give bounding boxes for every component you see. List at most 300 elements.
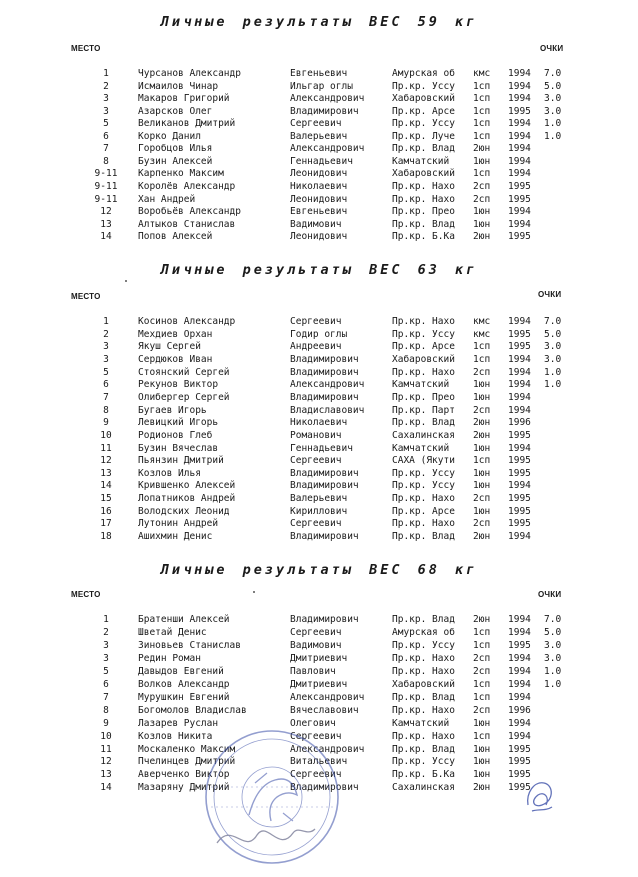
place-cell: 5	[103, 665, 109, 677]
region-cell: Пр.кр. Арсе	[392, 505, 455, 517]
birth-year-cell: 1995	[508, 769, 531, 781]
patronymic-cell: Кириллович	[290, 505, 348, 517]
rank-cell: 1юн	[473, 155, 491, 167]
patronymic-cell: Александрович	[290, 143, 365, 155]
region-cell: Хабаровский	[392, 93, 455, 105]
name-cell: Горобцов Илья	[138, 143, 213, 155]
place-cell: 6	[103, 678, 109, 690]
patronymic-cell: Сергеевич	[290, 118, 342, 130]
place-cell: 10	[100, 429, 112, 441]
patronymic-cell: Сергеевич	[290, 626, 342, 638]
name-cell: Якуш Сергей	[138, 341, 201, 353]
patronymic-cell: Ильгар оглы	[290, 80, 353, 92]
table-row	[0, 354, 638, 367]
name-cell: Алтыков Станислав	[138, 218, 236, 230]
name-cell: Сердюков Иван	[138, 353, 213, 365]
table-row	[0, 679, 638, 692]
rank-cell: 1сп	[473, 80, 491, 92]
region-cell: Пр.кр. Нахо	[392, 193, 455, 205]
name-cell: Козлов Никита	[138, 730, 213, 742]
region-cell: Пр.кр. Б.Ка	[392, 231, 455, 243]
rank-cell: 1сп	[473, 341, 491, 353]
rank-cell: 1юн	[473, 480, 491, 492]
rank-cell: 1сп	[473, 626, 491, 638]
table-row	[0, 231, 638, 244]
place-cell: 16	[100, 505, 112, 517]
place-cell: 11	[100, 743, 112, 755]
column-header-place: МЕСТО	[71, 44, 101, 53]
region-cell: Хабаровский	[392, 678, 455, 690]
birth-year-cell: 1994	[508, 80, 531, 92]
birth-year-cell: 1995	[508, 180, 531, 192]
region-cell: Пр.кр. Нахо	[392, 316, 455, 327]
region-cell: Амурская об	[392, 626, 455, 638]
region-cell: Пр.кр. Нахо	[392, 366, 455, 378]
place-cell: 3	[103, 341, 109, 353]
birth-year-cell: 1994	[508, 691, 531, 703]
points-cell: 1.0	[544, 379, 562, 391]
name-cell: Лазарев Руслан	[138, 717, 219, 729]
rank-cell: 2сп	[473, 704, 491, 716]
birth-year-cell: 1995	[508, 455, 531, 467]
place-cell: 11	[100, 442, 112, 454]
name-cell: Косинов Александр	[138, 316, 236, 327]
place-cell: 10	[100, 730, 112, 742]
name-cell: Олибергер Сергей	[138, 391, 230, 403]
place-cell: 3	[103, 105, 109, 117]
place-cell: 12	[100, 206, 112, 218]
patronymic-cell: Александрович	[290, 691, 365, 703]
patronymic-cell: Владимирович	[290, 366, 359, 378]
rank-cell: 1сп	[473, 93, 491, 105]
patronymic-cell: Романович	[290, 429, 342, 441]
rank-cell: кмс	[473, 316, 491, 327]
region-cell: Пр.кр. Нахо	[392, 665, 455, 677]
birth-year-cell: 1994	[508, 626, 531, 638]
column-header-points: ОЧКИ	[540, 44, 564, 53]
table-row	[0, 430, 638, 443]
rank-cell: 2юн	[473, 614, 491, 625]
patronymic-cell: Витальевич	[290, 756, 348, 768]
patronymic-cell: Владимирович	[290, 782, 359, 794]
rank-cell: 2юн	[473, 417, 491, 429]
birth-year-cell: 1995	[508, 105, 531, 117]
table-row	[0, 143, 638, 156]
name-cell: Аверченко Виктор	[138, 769, 230, 781]
birth-year-cell: 1994	[508, 379, 531, 391]
patronymic-cell: Владимирович	[290, 531, 359, 543]
stray-mark	[125, 280, 127, 282]
birth-year-cell: 1994	[508, 678, 531, 690]
name-cell: Пьянзин Дмитрий	[138, 455, 224, 467]
place-cell: 1	[103, 68, 109, 79]
name-cell: Лутонин Андрей	[138, 518, 219, 530]
points-cell: 1.0	[544, 678, 562, 690]
table-row	[0, 194, 638, 207]
place-cell: 7	[103, 691, 109, 703]
patronymic-cell: Валерьевич	[290, 130, 348, 142]
region-cell: Сахалинская	[392, 429, 455, 441]
birth-year-cell: 1994	[508, 665, 531, 677]
birth-year-cell: 1994	[508, 614, 531, 625]
table-row	[0, 531, 638, 544]
table-row	[0, 106, 638, 119]
table-row	[0, 329, 638, 342]
patronymic-cell: Сергеевич	[290, 316, 342, 327]
region-cell: Хабаровский	[392, 168, 455, 180]
birth-year-cell: 1995	[508, 341, 531, 353]
name-cell: Левицкий Игорь	[138, 417, 219, 429]
birth-year-cell: 1996	[508, 704, 531, 716]
birth-year-cell: 1994	[508, 155, 531, 167]
patronymic-cell: Александрович	[290, 379, 365, 391]
birth-year-cell: 1994	[508, 206, 531, 218]
points-cell: 3.0	[544, 93, 562, 105]
region-cell: Амурская об	[392, 68, 455, 79]
patronymic-cell: Леонидович	[290, 231, 348, 243]
table-row	[0, 68, 638, 81]
rank-cell: 1сп	[473, 353, 491, 365]
region-cell: Пр.кр. Уссу	[392, 328, 455, 340]
region-cell: Пр.кр. Влад	[392, 743, 455, 755]
rank-cell: 2сп	[473, 665, 491, 677]
table-row	[0, 156, 638, 169]
rank-cell: 1юн	[473, 206, 491, 218]
place-cell: 6	[103, 130, 109, 142]
place-cell: 7	[103, 391, 109, 403]
name-cell: Воробьёв Александр	[138, 206, 241, 218]
name-cell: Рекунов Виктор	[138, 379, 219, 391]
birth-year-cell: 1995	[508, 639, 531, 651]
region-cell: Пр.кр. Уссу	[392, 756, 455, 768]
name-cell: Королёв Александр	[138, 180, 236, 192]
table-row	[0, 392, 638, 405]
signature-icon	[522, 775, 558, 817]
points-cell: 7.0	[544, 316, 562, 327]
name-cell: Великанов Дмитрий	[138, 118, 236, 130]
rank-cell: 1сп	[473, 691, 491, 703]
table-row	[0, 493, 638, 506]
table-row	[0, 480, 638, 493]
birth-year-cell: 1995	[508, 467, 531, 479]
name-cell: Родионов Глеб	[138, 429, 213, 441]
rank-cell: 1сп	[473, 455, 491, 467]
name-cell: Редин Роман	[138, 652, 201, 664]
patronymic-cell: Николаевич	[290, 417, 348, 429]
name-cell: Мазаряну Дмитрий	[138, 782, 230, 794]
patronymic-cell: Олегович	[290, 717, 336, 729]
patronymic-cell: Евгеньевич	[290, 68, 348, 79]
rank-cell: 2сп	[473, 193, 491, 205]
name-cell: Зиновьев Станислав	[138, 639, 241, 651]
name-cell: Бузин Вячеслав	[138, 442, 219, 454]
patronymic-cell: Николаевич	[290, 180, 348, 192]
points-cell: 1.0	[544, 665, 562, 677]
place-cell: 9	[103, 417, 109, 429]
stray-mark	[253, 591, 255, 593]
patronymic-cell: Валерьевич	[290, 493, 348, 505]
rank-cell: 1сп	[473, 639, 491, 651]
rank-cell: 1юн	[473, 218, 491, 230]
patronymic-cell: Евгеньевич	[290, 206, 348, 218]
birth-year-cell: 1995	[508, 193, 531, 205]
table-row	[0, 168, 638, 181]
name-cell: Бузин Алексей	[138, 155, 213, 167]
region-cell: Пр.кр. Нахо	[392, 730, 455, 742]
name-cell: Мурушкин Евгений	[138, 691, 230, 703]
region-cell: Пр.кр. Влад	[392, 417, 455, 429]
section-title-68: Личные результаты ВЕС 68 кг	[160, 562, 478, 578]
place-cell: 18	[100, 531, 112, 543]
table-row	[0, 379, 638, 392]
table-row	[0, 93, 638, 106]
region-cell: Пр.кр. Арсе	[392, 341, 455, 353]
points-cell: 7.0	[544, 614, 562, 625]
region-cell: Пр.кр. Парт	[392, 404, 455, 416]
table-row	[0, 468, 638, 481]
points-cell: 5.0	[544, 328, 562, 340]
birth-year-cell: 1994	[508, 353, 531, 365]
region-cell: Пр.кр. Влад	[392, 614, 455, 625]
rank-cell: 2сп	[473, 180, 491, 192]
birth-year-cell: 1995	[508, 782, 531, 794]
table-row	[0, 181, 638, 194]
place-cell: 8	[103, 155, 109, 167]
table-row	[0, 219, 638, 232]
patronymic-cell: Сергеевич	[290, 730, 342, 742]
patronymic-cell: Геннадьевич	[290, 442, 353, 454]
name-cell: Корко Данил	[138, 130, 201, 142]
birth-year-cell: 1994	[508, 218, 531, 230]
birth-year-cell: 1995	[508, 743, 531, 755]
place-cell: 14	[100, 480, 112, 492]
column-header-place: МЕСТО	[71, 292, 101, 301]
patronymic-cell: Владимирович	[290, 105, 359, 117]
rank-cell: 2юн	[473, 143, 491, 155]
place-cell: 13	[100, 467, 112, 479]
patronymic-cell: Александрович	[290, 743, 365, 755]
patronymic-cell: Владимирович	[290, 480, 359, 492]
organisation-stamp-icon	[197, 725, 347, 870]
rank-cell: 2юн	[473, 231, 491, 243]
patronymic-cell: Леонидович	[290, 193, 348, 205]
region-cell: Пр.кр. Уссу	[392, 80, 455, 92]
birth-year-cell: 1994	[508, 316, 531, 327]
region-cell: Пр.кр. Нахо	[392, 518, 455, 530]
points-cell: 3.0	[544, 341, 562, 353]
birth-year-cell: 1995	[508, 429, 531, 441]
table-row	[0, 341, 638, 354]
place-cell: 13	[100, 769, 112, 781]
place-cell: 9-11	[94, 193, 118, 205]
region-cell: Пр.кр. Нахо	[392, 493, 455, 505]
patronymic-cell: Владиславович	[290, 404, 365, 416]
table-row	[0, 316, 638, 329]
table-row	[0, 367, 638, 380]
table-row	[0, 653, 638, 666]
rank-cell: 2сп	[473, 366, 491, 378]
name-cell: Богомолов Владислав	[138, 704, 247, 716]
rank-cell: 1юн	[473, 505, 491, 517]
table-row	[0, 443, 638, 456]
name-cell: Макаров Григорий	[138, 93, 230, 105]
place-cell: 9-11	[94, 180, 118, 192]
place-cell: 15	[100, 493, 112, 505]
points-cell: 1.0	[544, 118, 562, 130]
birth-year-cell: 1994	[508, 652, 531, 664]
rank-cell: 1юн	[473, 743, 491, 755]
birth-year-cell: 1995	[508, 231, 531, 243]
region-cell: Пр.кр. Нахо	[392, 180, 455, 192]
column-header-points: ОЧКИ	[538, 290, 562, 299]
region-cell: Камчатский	[392, 717, 450, 729]
birth-year-cell: 1994	[508, 404, 531, 416]
patronymic-cell: Владимирович	[290, 467, 359, 479]
region-cell: Пр.кр. Уссу	[392, 467, 455, 479]
table-row	[0, 417, 638, 430]
birth-year-cell: 1994	[508, 730, 531, 742]
column-header-points: ОЧКИ	[538, 590, 562, 599]
region-cell: Пр.кр. Арсе	[392, 105, 455, 117]
place-cell: 3	[103, 353, 109, 365]
name-cell: Володских Леонид	[138, 505, 230, 517]
birth-year-cell: 1994	[508, 391, 531, 403]
place-cell: 13	[100, 218, 112, 230]
patronymic-cell: Леонидович	[290, 168, 348, 180]
place-cell: 7	[103, 143, 109, 155]
table-row	[0, 131, 638, 144]
place-cell: 14	[100, 231, 112, 243]
region-cell: Пр.кр. Луче	[392, 130, 455, 142]
name-cell: Карпенко Максим	[138, 168, 224, 180]
rank-cell: 1юн	[473, 391, 491, 403]
birth-year-cell: 1994	[508, 68, 531, 79]
birth-year-cell: 1994	[508, 480, 531, 492]
region-cell: Камчатский	[392, 155, 450, 167]
place-cell: 3	[103, 639, 109, 651]
table-row	[0, 455, 638, 468]
name-cell: Братенши Алексей	[138, 614, 230, 625]
place-cell: 12	[100, 455, 112, 467]
birth-year-cell: 1995	[508, 328, 531, 340]
name-cell: Ашихмин Денис	[138, 531, 213, 543]
birth-year-cell: 1994	[508, 717, 531, 729]
table-row	[0, 405, 638, 418]
name-cell: Стоянский Сергей	[138, 366, 230, 378]
patronymic-cell: Владимирович	[290, 391, 359, 403]
patronymic-cell: Владимирович	[290, 353, 359, 365]
name-cell: Исмаилов Чинар	[138, 80, 219, 92]
birth-year-cell: 1994	[508, 143, 531, 155]
birth-year-cell: 1995	[508, 493, 531, 505]
table-row	[0, 81, 638, 94]
rank-cell: 1юн	[473, 467, 491, 479]
region-cell: Камчатский	[392, 442, 450, 454]
rank-cell: 1сп	[473, 118, 491, 130]
rank-cell: 2юн	[473, 429, 491, 441]
rank-cell: кмс	[473, 68, 491, 79]
name-cell: Шветай Денис	[138, 626, 207, 638]
place-cell: 3	[103, 652, 109, 664]
table-row	[0, 627, 638, 640]
table-row	[0, 666, 638, 679]
birth-year-cell: 1994	[508, 442, 531, 454]
rank-cell: 1юн	[473, 442, 491, 454]
rank-cell: 2сп	[473, 518, 491, 530]
region-cell: Пр.кр. Влад	[392, 218, 455, 230]
region-cell: Пр.кр. Уссу	[392, 639, 455, 651]
rank-cell: 1сп	[473, 168, 491, 180]
place-cell: 6	[103, 379, 109, 391]
rank-cell: 1юн	[473, 756, 491, 768]
rank-cell: 1юн	[473, 379, 491, 391]
points-cell: 5.0	[544, 80, 562, 92]
place-cell: 8	[103, 404, 109, 416]
region-cell: Пр.кр. Нахо	[392, 652, 455, 664]
birth-year-cell: 1995	[508, 518, 531, 530]
region-cell: Пр.кр. Прео	[392, 391, 455, 403]
place-cell: 9	[103, 717, 109, 729]
name-cell: Пчелинцев Дмитрий	[138, 756, 236, 768]
region-cell: Пр.кр. Влад	[392, 143, 455, 155]
birth-year-cell: 1994	[508, 130, 531, 142]
table-row	[0, 206, 638, 219]
region-cell: Пр.кр. Уссу	[392, 118, 455, 130]
rank-cell: 1сп	[473, 730, 491, 742]
place-cell: 17	[100, 518, 112, 530]
region-cell: Пр.кр. Нахо	[392, 704, 455, 716]
name-cell: Давыдов Евгений	[138, 665, 224, 677]
place-cell: 8	[103, 704, 109, 716]
points-cell: 3.0	[544, 353, 562, 365]
points-cell: 3.0	[544, 639, 562, 651]
patronymic-cell: Вадимович	[290, 639, 342, 651]
patronymic-cell: Вячеславович	[290, 704, 359, 716]
name-cell: Козлов Илья	[138, 467, 201, 479]
points-cell: 5.0	[544, 626, 562, 638]
points-cell: 3.0	[544, 652, 562, 664]
rank-cell: 2юн	[473, 531, 491, 543]
table-row	[0, 614, 638, 627]
patronymic-cell: Сергеевич	[290, 518, 342, 530]
patronymic-cell: Андреевич	[290, 341, 342, 353]
rank-cell: 2юн	[473, 782, 491, 794]
rank-cell: 1сп	[473, 105, 491, 117]
place-cell: 12	[100, 756, 112, 768]
table-row	[0, 506, 638, 519]
place-cell: 1	[103, 614, 109, 625]
patronymic-cell: Владимирович	[290, 614, 359, 625]
birth-year-cell: 1994	[508, 93, 531, 105]
section-title-63: Личные результаты ВЕС 63 кг	[160, 262, 478, 278]
region-cell: Пр.кр. Влад	[392, 531, 455, 543]
points-cell: 7.0	[544, 68, 562, 79]
birth-year-cell: 1994	[508, 531, 531, 543]
region-cell: Камчатский	[392, 379, 450, 391]
rank-cell: 1юн	[473, 769, 491, 781]
region-cell: Пр.кр. Уссу	[392, 480, 455, 492]
rank-cell: 1юн	[473, 717, 491, 729]
place-cell: 3	[103, 93, 109, 105]
region-cell: Пр.кр. Влад	[392, 691, 455, 703]
region-cell: Пр.кр. Б.Ка	[392, 769, 455, 781]
birth-year-cell: 1996	[508, 417, 531, 429]
name-cell: Бугаев Игорь	[138, 404, 207, 416]
region-cell: Сахалинская	[392, 782, 455, 794]
patronymic-cell: Дмитриевич	[290, 678, 348, 690]
patronymic-cell: Сергеевич	[290, 455, 342, 467]
birth-year-cell: 1994	[508, 366, 531, 378]
